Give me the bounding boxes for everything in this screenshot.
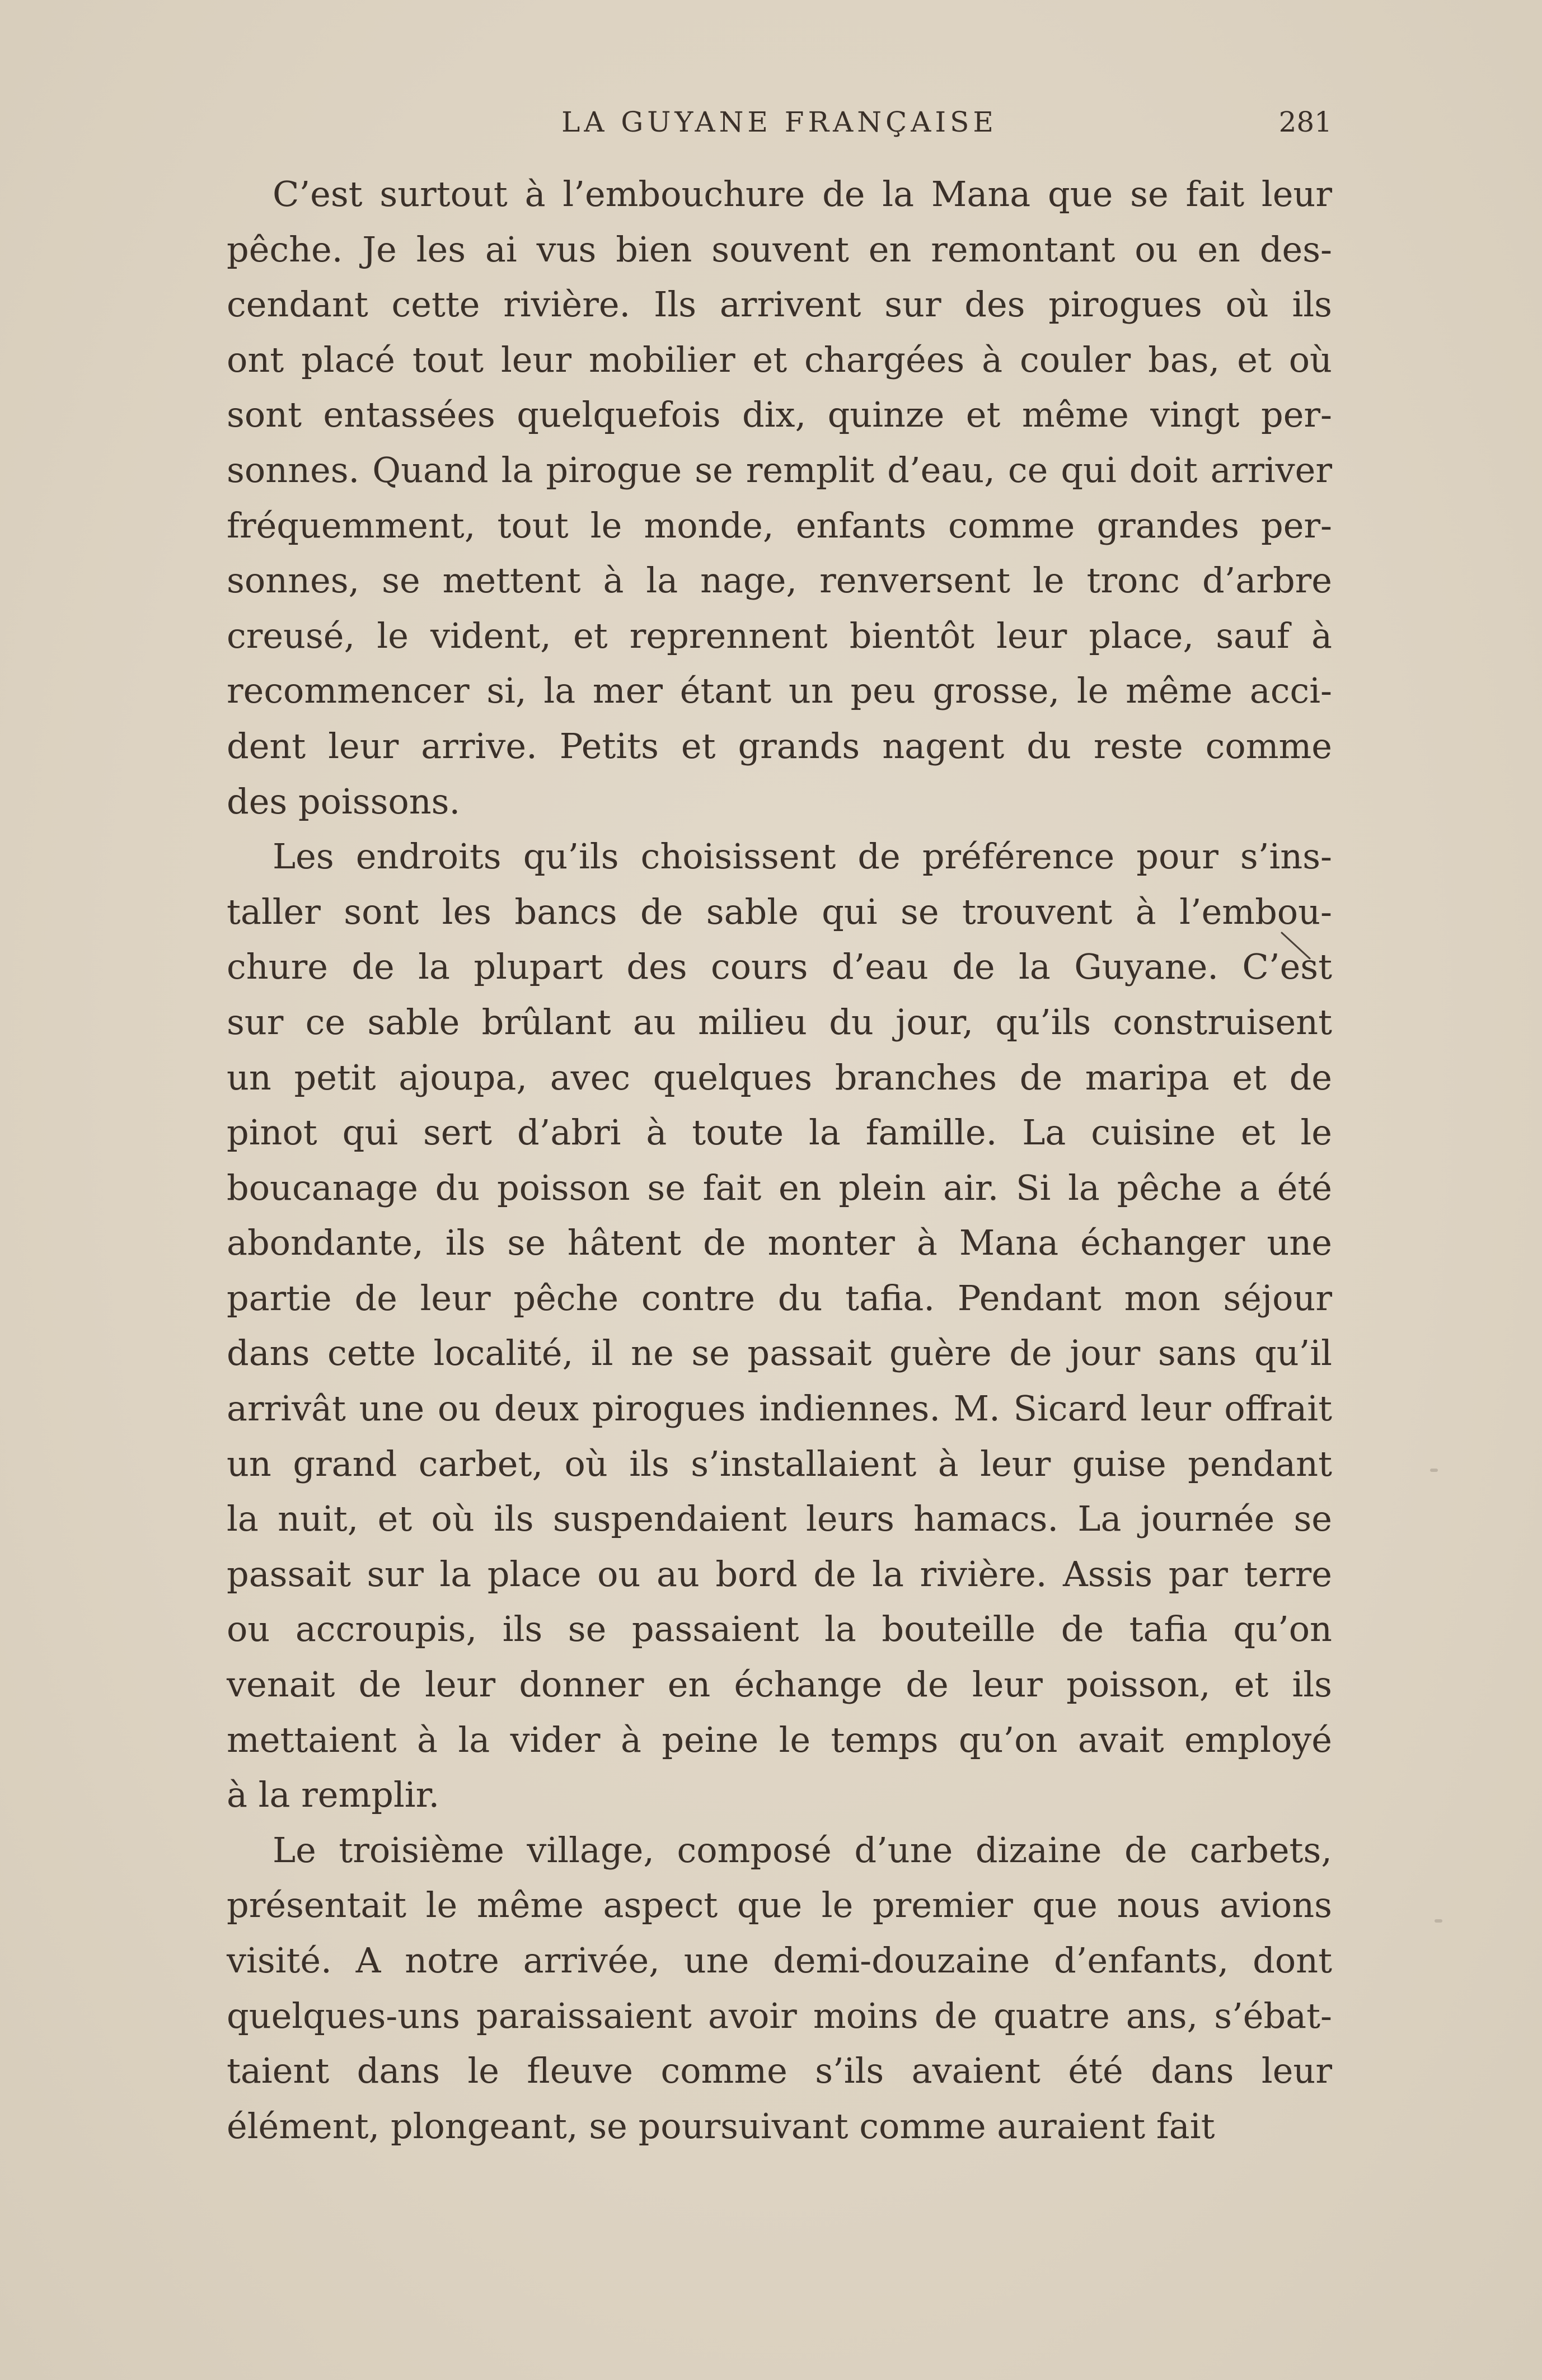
running-title: LA GUYANE FRANÇAISE [561, 106, 997, 138]
text-line: élément, plongeant, se poursuivant comme auraient fait [227, 2105, 1215, 2147]
text-line: pinot qui sert d’abri à toute la famille. La cuisine et le [227, 1112, 1332, 1153]
text-line: boucanage du poisson se fait en plein air. Si la pêche a été [227, 1167, 1332, 1208]
text-line: quelques-uns paraissaient avoir moins de quatre ans, s’ébat- [227, 1995, 1332, 2036]
text-line: mettaient à la vider à peine le temps qu’on avait employé [227, 1719, 1332, 1760]
text-line: passait sur la place ou au bord de la rivière. Assis par terre [227, 1553, 1332, 1595]
text-line: Le troisième village, composé d’une dizaine de carbets, [273, 1829, 1332, 1871]
margin-speck [1435, 1919, 1442, 1923]
text-line: chure de la plupart des cours d’eau de la Guyane. C’est [227, 946, 1332, 988]
text-line: sonnes, se mettent à la nage, renversent le tronc d’arbre [227, 560, 1332, 601]
text-line: sont entassées quelquefois dix, quinze et même vingt per- [227, 394, 1332, 436]
text-line: des poissons. [227, 780, 461, 822]
text-line: dent leur arrive. Petits et grands nagent du reste comme [227, 725, 1332, 766]
text-line: recommencer si, la mer étant un peu grosse, le même acci- [227, 670, 1332, 712]
text-line: fréquemment, tout le monde, enfants comme grandes per- [227, 504, 1332, 546]
page-number: 281 [1278, 106, 1332, 138]
text-line: la nuit, et où ils suspendaient leurs hamacs. La journée se [227, 1498, 1332, 1540]
text-line: un grand carbet, où ils s’installaient à leur guise pendant [227, 1443, 1332, 1484]
pencil-mark-icon [1277, 929, 1316, 969]
text-line: ont placé tout leur mobilier et chargées à couler bas, et où [227, 339, 1332, 380]
text-line: Les endroits qu’ils choisissent de préférence pour s’ins- [273, 836, 1332, 877]
text-line: pêche. Je les ai vus bien souvent en remontant ou en des- [227, 228, 1332, 270]
text-line: C’est surtout à l’embouchure de la Mana que se fait leur [273, 174, 1332, 214]
text-line: sur ce sable brûlant au milieu du jour, qu’ils construisent [227, 1001, 1332, 1042]
text-line: cendant cette rivière. Ils arrivent sur des pirogues où ils [227, 284, 1332, 325]
text-line: présentait le même aspect que le premier que nous avions [227, 1885, 1332, 1926]
text-line: creusé, le vident, et reprennent bientôt leur place, sauf à [227, 615, 1332, 656]
running-head [227, 100, 1332, 144]
text-line: ou accroupis, ils se passaient la bouteille de tafia qu’on [227, 1609, 1332, 1650]
text-line: partie de leur pêche contre du tafia. Pendant mon séjour [227, 1277, 1332, 1318]
text-line: arrivât une ou deux pirogues indiennes. M. Sicard leur offrait [227, 1388, 1332, 1429]
body-text [227, 167, 1332, 2154]
text-line: à la remplir. [227, 1774, 440, 1816]
margin-speck [1430, 1469, 1438, 1472]
text-line: taller sont les bancs de sable qui se trouvent à l’embou- [227, 891, 1332, 932]
text-line: sonnes. Quand la pirogue se remplit d’eau, ce qui doit arriver [227, 449, 1332, 490]
text-line: visité. A notre arrivée, une demi-douzaine d’enfants, dont [227, 1940, 1332, 1981]
text-line: taient dans le fleuve comme s’ils avaient été dans leur [227, 2050, 1332, 2092]
text-line: venait de leur donner en échange de leur poisson, et ils [227, 1664, 1332, 1705]
text-line: un petit ajoupa, avec quelques branches de maripa et de [227, 1056, 1332, 1098]
text-line: dans cette localité, il ne se passait guère de jour sans qu’il [227, 1332, 1332, 1374]
text-line: abondante, ils se hâtent de monter à Mana échanger une [227, 1222, 1332, 1264]
